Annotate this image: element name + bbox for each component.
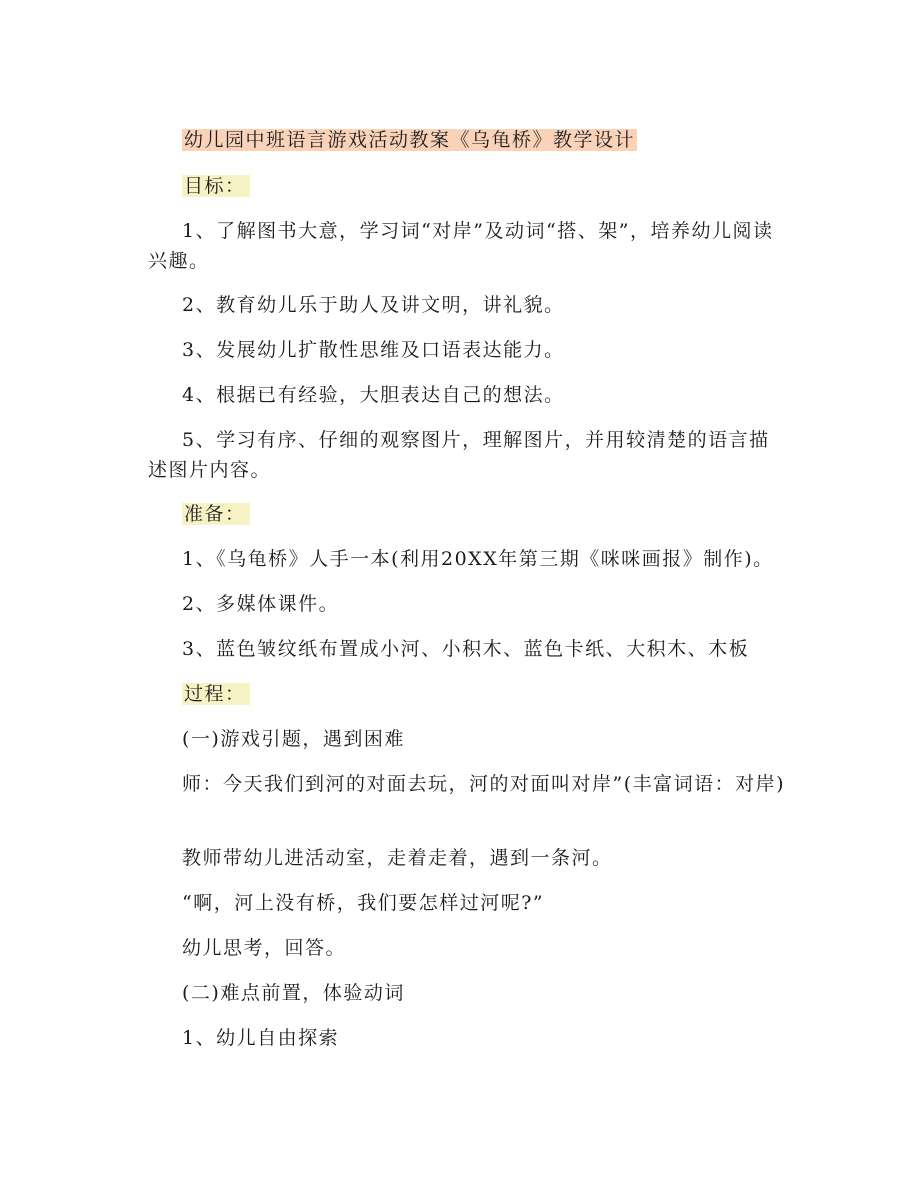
- goal-item-5: 5、学习有序、仔细的观察图片，理解图片，并用较清楚的语言描述图片内容。: [148, 429, 770, 481]
- prep-item-1: 1、《乌龟桥》人手一本(利用20XX年第三期《咪咪画报》制作)。: [182, 548, 774, 570]
- goal-item-4: 4、根据已有经验，大胆表达自己的想法。: [182, 384, 565, 406]
- goal-item-1: 1、了解图书大意，学习词“对岸”及动词“搭、架”，培养幼儿阅读兴趣。: [148, 220, 774, 272]
- process-item-1: (一)游戏引题，遇到困难: [182, 728, 405, 750]
- process-item-7: 1、幼儿自由探索: [182, 1027, 340, 1049]
- goals-heading-highlight: 目标：: [182, 175, 250, 197]
- goal-item-2: 2、教育幼儿乐于助人及讲文明，讲礼貌。: [182, 294, 565, 316]
- process-heading: [182, 680, 250, 708]
- prep-heading-highlight: 准备：: [182, 503, 250, 525]
- process-item-2: 师：今天我们到河的对面去玩，河的对面叫对岸”(丰富词语：对岸): [182, 773, 786, 795]
- document-title: [182, 126, 637, 154]
- title-highlight: 幼儿园中班语言游戏活动教案《乌龟桥》教学设计: [184, 129, 636, 151]
- prep-item-2: 2、多媒体课件。: [182, 593, 340, 615]
- process-heading-highlight: 过程：: [182, 683, 250, 705]
- process-item-3: 教师带幼儿进活动室，走着走着，遇到一条河。: [182, 847, 613, 869]
- process-item-5: 幼儿思考，回答。: [182, 937, 347, 959]
- prep-heading: [182, 500, 250, 528]
- process-item-6: (二)难点前置，体验动词: [182, 982, 405, 1004]
- prep-item-3: 3、蓝色皱纹纸布置成小河、小积木、蓝色卡纸、大积木、木板: [182, 638, 750, 660]
- goal-item-3: 3、发展幼儿扩散性思维及口语表达能力。: [182, 339, 565, 361]
- process-item-4: “啊，河上没有桥，我们要怎样过河呢?”: [182, 892, 545, 914]
- goals-heading: [182, 172, 250, 200]
